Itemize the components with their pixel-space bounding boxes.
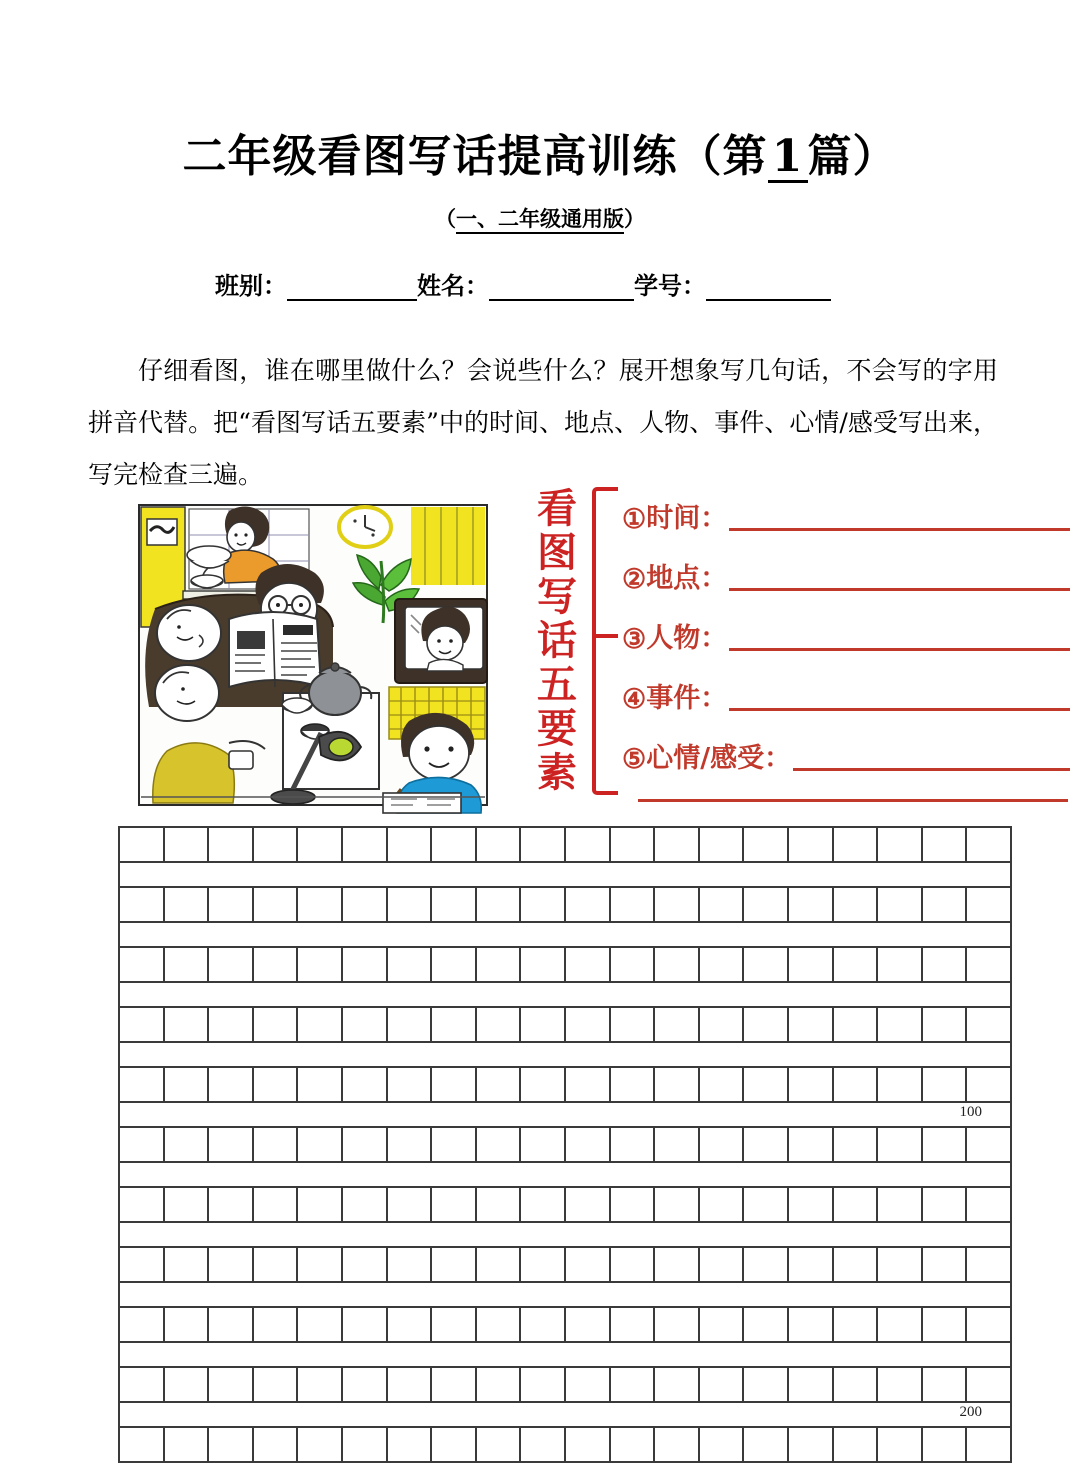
- grid-cell[interactable]: [521, 1308, 566, 1341]
- item-marker-4: ④: [622, 684, 647, 715]
- grid-cell[interactable]: [477, 948, 522, 981]
- grid-cell[interactable]: [834, 1308, 879, 1341]
- page-title-prefix: 二年级看图写话提高训练（第: [182, 131, 768, 182]
- grid-cell[interactable]: [521, 1428, 566, 1461]
- grid-cell[interactable]: [967, 828, 1012, 861]
- grid-cell[interactable]: [700, 828, 745, 861]
- grid-cell[interactable]: [967, 888, 1012, 921]
- item-marker-3: ③: [622, 624, 647, 655]
- item-label-event: 事件：: [646, 683, 728, 714]
- item-answer-event[interactable]: [729, 708, 1070, 711]
- grid-cell[interactable]: [388, 828, 433, 861]
- grid-cell[interactable]: [744, 1308, 789, 1341]
- grid-cell[interactable]: [521, 948, 566, 981]
- grid-cell[interactable]: [878, 948, 923, 981]
- grid-cell[interactable]: [789, 888, 834, 921]
- grid-cell[interactable]: [432, 1428, 477, 1461]
- grid-cell[interactable]: [298, 888, 343, 921]
- grid-cell[interactable]: [477, 1248, 522, 1281]
- grid-cell[interactable]: [298, 1308, 343, 1341]
- grid-cell[interactable]: [254, 948, 299, 981]
- grid-cell[interactable]: [388, 1308, 433, 1341]
- grid-cell[interactable]: [878, 1188, 923, 1221]
- grid-cell[interactable]: [120, 948, 165, 981]
- grid-row: [118, 1306, 1012, 1343]
- grid-cell[interactable]: [834, 1188, 879, 1221]
- episode-number-blank[interactable]: 1: [768, 134, 808, 183]
- vertical-char-0: 看: [537, 485, 577, 532]
- grid-cell[interactable]: [789, 1428, 834, 1461]
- student-id-label: 学号：: [634, 271, 706, 300]
- grid-cell[interactable]: [566, 1008, 611, 1041]
- grid-cell[interactable]: [655, 1128, 700, 1161]
- grid-cell[interactable]: [521, 1368, 566, 1401]
- grid-cell[interactable]: [700, 1368, 745, 1401]
- grid-cell[interactable]: [789, 948, 834, 981]
- grid-cell[interactable]: [611, 828, 656, 861]
- grid-cell[interactable]: [209, 1368, 254, 1401]
- vertical-char-1: 图: [537, 529, 577, 576]
- grid-cell[interactable]: [655, 948, 700, 981]
- grid-cell[interactable]: [744, 888, 789, 921]
- grid-cell[interactable]: [744, 1128, 789, 1161]
- grid-cell[interactable]: [611, 1128, 656, 1161]
- grid-cell[interactable]: [744, 1008, 789, 1041]
- page-subtitle: [0, 203, 1080, 233]
- grid-cell[interactable]: [209, 1008, 254, 1041]
- grid-spacer-row: [118, 983, 1012, 1006]
- grid-row: [118, 1066, 1012, 1103]
- grid-spacer-row: [118, 1103, 1012, 1126]
- grid-cell[interactable]: [120, 888, 165, 921]
- grid-cell[interactable]: [655, 1248, 700, 1281]
- grid-cell[interactable]: [566, 888, 611, 921]
- grid-cell[interactable]: [388, 1368, 433, 1401]
- grid-cell[interactable]: [477, 888, 522, 921]
- item-answer-feeling[interactable]: [793, 768, 1070, 771]
- grid-cell[interactable]: [432, 1128, 477, 1161]
- grid-cell[interactable]: [343, 1068, 388, 1101]
- grid-cell[interactable]: [655, 1008, 700, 1041]
- grid-cell[interactable]: [120, 828, 165, 861]
- grid-cell[interactable]: [655, 1068, 700, 1101]
- grid-cell[interactable]: [566, 828, 611, 861]
- class-input[interactable]: [287, 277, 417, 301]
- grid-cell[interactable]: [834, 1368, 879, 1401]
- grid-cell[interactable]: [923, 1248, 968, 1281]
- item-answer-time[interactable]: [729, 528, 1070, 531]
- grid-cell[interactable]: [298, 1368, 343, 1401]
- item-marker-2: ②: [622, 564, 647, 595]
- grid-cell[interactable]: [878, 1128, 923, 1161]
- grid-cell[interactable]: [432, 948, 477, 981]
- grid-cell[interactable]: [834, 1128, 879, 1161]
- grid-cell[interactable]: [700, 1188, 745, 1221]
- grid-cell[interactable]: [120, 1128, 165, 1161]
- grid-cell[interactable]: [655, 828, 700, 861]
- grid-cell[interactable]: [834, 1248, 879, 1281]
- grid-cell[interactable]: [477, 828, 522, 861]
- item-label-place: 地点：: [646, 563, 728, 594]
- grid-spacer-row: [118, 1163, 1012, 1186]
- subtitle-open-paren: （: [435, 206, 456, 231]
- grid-cell[interactable]: [343, 948, 388, 981]
- vertical-char-4: 五: [537, 661, 577, 708]
- grid-cell[interactable]: [834, 1008, 879, 1041]
- grid-cell[interactable]: [254, 1128, 299, 1161]
- grid-cell[interactable]: [298, 1428, 343, 1461]
- grid-cell[interactable]: [967, 1368, 1012, 1401]
- grid-cell[interactable]: [923, 1008, 968, 1041]
- grid-cell[interactable]: [209, 1248, 254, 1281]
- grid-cell[interactable]: [878, 1368, 923, 1401]
- grid-cell[interactable]: [744, 1068, 789, 1101]
- five-elements-list: [622, 477, 1070, 777]
- grid-cell[interactable]: [566, 1308, 611, 1341]
- item-label-people: 人物：: [646, 623, 728, 654]
- grid-cell[interactable]: [789, 1008, 834, 1041]
- grid-cell[interactable]: [165, 888, 210, 921]
- grid-cell[interactable]: [834, 828, 879, 861]
- name-input[interactable]: [489, 277, 634, 301]
- grid-cell[interactable]: [834, 888, 879, 921]
- grid-cell[interactable]: [120, 1248, 165, 1281]
- grid-cell[interactable]: [566, 1248, 611, 1281]
- item-answer-people[interactable]: [729, 648, 1070, 651]
- grid-cell[interactable]: [298, 1068, 343, 1101]
- grid-cell[interactable]: [254, 1368, 299, 1401]
- grid-cell[interactable]: [120, 1188, 165, 1221]
- grid-cell[interactable]: [655, 1188, 700, 1221]
- class-label: 班别：: [215, 271, 287, 300]
- name-label: 姓名：: [417, 271, 489, 300]
- grid-cell[interactable]: [521, 1188, 566, 1221]
- red-bracket-stem: [592, 634, 618, 638]
- grid-cell[interactable]: [432, 1188, 477, 1221]
- grid-cell[interactable]: [521, 888, 566, 921]
- grid-cell[interactable]: [165, 1368, 210, 1401]
- composition-grid: [118, 826, 1012, 1463]
- grid-row: [118, 886, 1012, 923]
- instruction-paragraph: 仔细看图，谁在哪里做什么？会说些什么？展开想象写几句话，不会写的字用拼音代替。把“看图写话五要素”中的时间、地点、人物、事件、心情/感受写出来，写完检查三遍。: [88, 356, 998, 489]
- grid-cell[interactable]: [744, 948, 789, 981]
- grid-cell[interactable]: [165, 1128, 210, 1161]
- grid-cell[interactable]: [789, 1368, 834, 1401]
- item-marker-5: ⑤: [622, 744, 647, 775]
- grid-cell[interactable]: [611, 1428, 656, 1461]
- grid-cell[interactable]: [923, 1368, 968, 1401]
- grid-cell[interactable]: [566, 1188, 611, 1221]
- grid-cell[interactable]: [878, 888, 923, 921]
- vertical-char-5: 要: [537, 705, 577, 752]
- grid-cell[interactable]: [432, 828, 477, 861]
- grid-cell[interactable]: [477, 1308, 522, 1341]
- grid-cell[interactable]: [343, 1128, 388, 1161]
- grid-cell[interactable]: [744, 828, 789, 861]
- grid-cell[interactable]: [566, 1368, 611, 1401]
- grid-cell[interactable]: [521, 1068, 566, 1101]
- page-title-suffix: 篇）: [807, 131, 898, 182]
- grid-spacer-row: [118, 1043, 1012, 1066]
- grid-cell[interactable]: [521, 828, 566, 861]
- grid-cell[interactable]: [611, 888, 656, 921]
- grid-cell[interactable]: [878, 1308, 923, 1341]
- grid-cell[interactable]: [209, 1128, 254, 1161]
- grid-cell[interactable]: [388, 948, 433, 981]
- grid-cell[interactable]: [254, 1188, 299, 1221]
- grid-cell[interactable]: [967, 1308, 1012, 1341]
- grid-cell[interactable]: [343, 888, 388, 921]
- grid-spacer-row: [118, 923, 1012, 946]
- grid-cell[interactable]: [388, 1188, 433, 1221]
- grid-cell[interactable]: [521, 1128, 566, 1161]
- vertical-char-2: 写: [537, 573, 577, 620]
- grid-spacer-row: [118, 1283, 1012, 1306]
- grid-cell[interactable]: [655, 1428, 700, 1461]
- grid-cell[interactable]: [789, 1068, 834, 1101]
- grid-spacer-row: [118, 1223, 1012, 1246]
- grid-cell[interactable]: [298, 1188, 343, 1221]
- grid-cell[interactable]: [120, 1428, 165, 1461]
- grid-cell[interactable]: [477, 1128, 522, 1161]
- grid-cell[interactable]: [254, 1008, 299, 1041]
- page-title: [0, 120, 1080, 184]
- grid-spacer-row: [118, 863, 1012, 886]
- grid-cell[interactable]: [967, 1188, 1012, 1221]
- grid-cell[interactable]: [388, 1068, 433, 1101]
- grid-cell[interactable]: [432, 1308, 477, 1341]
- grid-cell[interactable]: [967, 1248, 1012, 1281]
- grid-cell[interactable]: [298, 1248, 343, 1281]
- grid-row: [118, 826, 1012, 863]
- five-element-item-people: [622, 597, 1070, 657]
- grid-cell[interactable]: [432, 1368, 477, 1401]
- grid-cell[interactable]: [298, 1128, 343, 1161]
- grid-cell[interactable]: [611, 1248, 656, 1281]
- grid-cell[interactable]: [477, 1008, 522, 1041]
- five-element-item-place: [622, 537, 1070, 597]
- grid-cell[interactable]: [477, 1068, 522, 1101]
- grid-spacer-row: [118, 1403, 1012, 1426]
- grid-cell[interactable]: [165, 1008, 210, 1041]
- grid-cell[interactable]: [209, 1428, 254, 1461]
- grid-cell[interactable]: [254, 888, 299, 921]
- grid-spacer-row: [118, 1343, 1012, 1366]
- grid-row: [118, 946, 1012, 983]
- grid-cell[interactable]: [432, 1008, 477, 1041]
- grid-cell[interactable]: [388, 888, 433, 921]
- item-marker-1: ①: [622, 504, 647, 535]
- grid-cell[interactable]: [388, 1248, 433, 1281]
- student-info-row: [215, 266, 915, 301]
- grid-cell[interactable]: [611, 948, 656, 981]
- grid-cell[interactable]: [120, 1068, 165, 1101]
- grid-row: [118, 1126, 1012, 1163]
- grid-cell[interactable]: [209, 1308, 254, 1341]
- grid-cell[interactable]: [343, 1008, 388, 1041]
- grid-cell[interactable]: [209, 888, 254, 921]
- grid-cell[interactable]: [789, 1128, 834, 1161]
- grid-row: [118, 1186, 1012, 1223]
- grid-cell[interactable]: [120, 1368, 165, 1401]
- subtitle-close-paren: ）: [624, 206, 645, 231]
- grid-cell[interactable]: [566, 1428, 611, 1461]
- grid-cell[interactable]: [254, 1068, 299, 1101]
- grid-cell[interactable]: [432, 1068, 477, 1101]
- grid-cell[interactable]: [388, 1008, 433, 1041]
- grid-cell[interactable]: [923, 1308, 968, 1341]
- grid-cell[interactable]: [923, 1128, 968, 1161]
- grid-cell[interactable]: [967, 1008, 1012, 1041]
- grid-row: [118, 1426, 1012, 1463]
- grid-cell[interactable]: [789, 1308, 834, 1341]
- grid-cell[interactable]: [432, 888, 477, 921]
- grid-cell[interactable]: [789, 1248, 834, 1281]
- grid-cell[interactable]: [834, 948, 879, 981]
- grid-cell[interactable]: [611, 1188, 656, 1221]
- grid-cell[interactable]: [923, 1428, 968, 1461]
- grid-cell[interactable]: [388, 1128, 433, 1161]
- subtitle-text: 一、二年级通用版: [456, 206, 624, 234]
- grid-cell[interactable]: [165, 1248, 210, 1281]
- grid-cell[interactable]: [343, 1248, 388, 1281]
- grid-cell[interactable]: [209, 948, 254, 981]
- grid-cell[interactable]: [298, 828, 343, 861]
- grid-cell[interactable]: [700, 1428, 745, 1461]
- five-elements-vertical-title: [530, 487, 584, 797]
- grid-cell[interactable]: [611, 1068, 656, 1101]
- grid-count-marker: 200: [959, 1404, 982, 1420]
- grid-cell[interactable]: [744, 1188, 789, 1221]
- five-element-item-feeling: [622, 717, 1070, 777]
- item-answer-place[interactable]: [729, 588, 1070, 591]
- grid-cell[interactable]: [165, 828, 210, 861]
- grid-cell[interactable]: [566, 1068, 611, 1101]
- grid-cell[interactable]: [611, 1008, 656, 1041]
- grid-cell[interactable]: [834, 1428, 879, 1461]
- grid-cell[interactable]: [923, 828, 968, 861]
- grid-cell[interactable]: [388, 1428, 433, 1461]
- grid-cell[interactable]: [655, 1368, 700, 1401]
- red-bracket: [592, 487, 618, 795]
- grid-cell[interactable]: [165, 1308, 210, 1341]
- grid-row: [118, 1366, 1012, 1403]
- grid-cell[interactable]: [923, 948, 968, 981]
- grid-cell[interactable]: [700, 1008, 745, 1041]
- grid-cell[interactable]: [343, 1308, 388, 1341]
- grid-cell[interactable]: [967, 1068, 1012, 1101]
- grid-cell[interactable]: [655, 888, 700, 921]
- grid-cell[interactable]: [343, 828, 388, 861]
- grid-row: [118, 1006, 1012, 1043]
- grid-cell[interactable]: [923, 1188, 968, 1221]
- grid-cell[interactable]: [789, 1188, 834, 1221]
- grid-cell[interactable]: [298, 1008, 343, 1041]
- grid-cell[interactable]: [789, 828, 834, 861]
- grid-cell[interactable]: [566, 948, 611, 981]
- grid-cell[interactable]: [343, 1368, 388, 1401]
- grid-cell[interactable]: [700, 948, 745, 981]
- grid-cell[interactable]: [700, 1248, 745, 1281]
- grid-cell[interactable]: [878, 1008, 923, 1041]
- grid-cell[interactable]: [878, 1248, 923, 1281]
- grid-cell[interactable]: [343, 1428, 388, 1461]
- grid-cell[interactable]: [834, 1068, 879, 1101]
- vertical-char-3: 话: [537, 617, 577, 664]
- grid-cell[interactable]: [923, 1068, 968, 1101]
- grid-cell[interactable]: [878, 828, 923, 861]
- grid-cell[interactable]: [298, 948, 343, 981]
- grid-cell[interactable]: [521, 1248, 566, 1281]
- grid-cell[interactable]: [967, 948, 1012, 981]
- grid-cell[interactable]: [165, 948, 210, 981]
- grid-cell[interactable]: [254, 1248, 299, 1281]
- grid-cell[interactable]: [254, 1428, 299, 1461]
- grid-cell[interactable]: [744, 1428, 789, 1461]
- grid-cell[interactable]: [209, 1068, 254, 1101]
- grid-cell[interactable]: [744, 1248, 789, 1281]
- grid-row: [118, 1246, 1012, 1283]
- grid-cell[interactable]: [878, 1068, 923, 1101]
- grid-cell[interactable]: [566, 1128, 611, 1161]
- grid-cell[interactable]: [744, 1368, 789, 1401]
- vertical-char-6: 素: [537, 749, 577, 796]
- grid-cell[interactable]: [477, 1368, 522, 1401]
- grid-cell[interactable]: [209, 828, 254, 861]
- item-label-time: 时间：: [646, 503, 728, 534]
- item-label-feeling: 心情/感受：: [646, 743, 792, 774]
- student-id-input[interactable]: [706, 277, 831, 301]
- grid-cell[interactable]: [209, 1188, 254, 1221]
- grid-cell[interactable]: [343, 1188, 388, 1221]
- grid-cell[interactable]: [923, 888, 968, 921]
- grid-cell[interactable]: [700, 1128, 745, 1161]
- grid-cell[interactable]: [611, 1308, 656, 1341]
- illustration-image: [133, 497, 493, 815]
- grid-cell[interactable]: [611, 1368, 656, 1401]
- grid-cell[interactable]: [477, 1188, 522, 1221]
- grid-count-marker: 100: [959, 1104, 982, 1120]
- grid-cell[interactable]: [700, 1068, 745, 1101]
- five-element-item-time: [622, 477, 1070, 537]
- grid-cell[interactable]: [477, 1428, 522, 1461]
- feeling-answer-continuation-line[interactable]: [638, 799, 1068, 802]
- grid-cell[interactable]: [700, 1308, 745, 1341]
- five-element-item-event: [622, 657, 1070, 717]
- grid-cell[interactable]: [165, 1068, 210, 1101]
- grid-cell[interactable]: [254, 828, 299, 861]
- grid-cell[interactable]: [878, 1428, 923, 1461]
- grid-cell[interactable]: [967, 1128, 1012, 1161]
- grid-cell[interactable]: [165, 1428, 210, 1461]
- grid-cell[interactable]: [120, 1008, 165, 1041]
- grid-cell[interactable]: [254, 1308, 299, 1341]
- grid-cell[interactable]: [655, 1308, 700, 1341]
- grid-cell[interactable]: [967, 1428, 1012, 1461]
- grid-cell[interactable]: [120, 1308, 165, 1341]
- grid-cell[interactable]: [165, 1188, 210, 1221]
- grid-cell[interactable]: [700, 888, 745, 921]
- grid-cell[interactable]: [521, 1008, 566, 1041]
- grid-cell[interactable]: [432, 1248, 477, 1281]
